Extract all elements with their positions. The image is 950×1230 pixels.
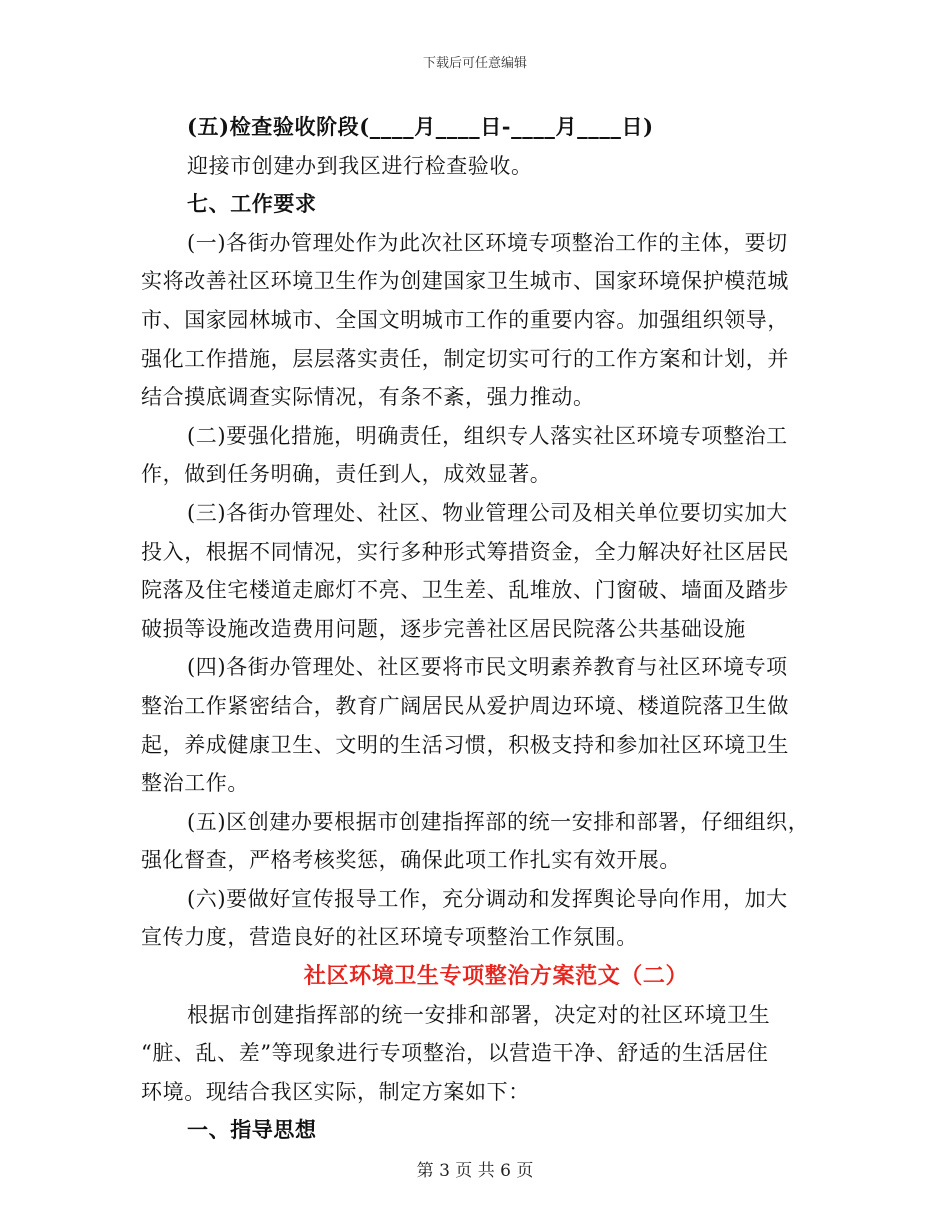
paragraph-line: (五)区创建办要根据市创建指挥部的统一安排和部署，仔细组织， <box>187 809 810 834</box>
paragraph-line: “脏、乱、差”等现象进行专项整治，以营造干净、舒适的生活居住 <box>141 1041 769 1066</box>
paragraph-line: 投入，根据不同情况，实行多种形式筹措资金，全力解决好社区居民 <box>141 539 789 564</box>
paragraph-line: 根据市创建指挥部的统一安排和部署，决定对的社区环境卫生 <box>187 1002 771 1027</box>
paragraph-line: 院落及住宅楼道走廊灯不亮、卫生差、乱堆放、门窗破、墙面及踏步 <box>141 578 789 603</box>
paragraph-line: 起，养成健康卫生、文明的生活习惯，积极支持和参加社区环境卫生 <box>141 732 789 757</box>
heading-line: 一、指导思想 <box>187 1117 317 1143</box>
paragraph-line: 宣传力度，营造良好的社区环境专项整治工作氛围。 <box>141 925 638 950</box>
paragraph-line: (一)各街办管理处作为此次社区环境专项整治工作的主体，要切 <box>187 230 788 255</box>
document-body <box>141 108 811 1150</box>
paragraph-line: 结合摸底调查实际情况，有条不紊，强力推动。 <box>141 385 595 410</box>
paragraph-line: 市、国家园林城市、全国文明城市工作的重要内容。加强组织领导， <box>141 307 789 332</box>
paragraph-line: 实将改善社区环境卫生作为创建国家卫生城市、国家环境保护模范城 <box>141 269 789 294</box>
paragraph-line: (三)各街办管理处、社区、物业管理公司及相关单位要切实加大 <box>187 500 788 525</box>
section-title: 社区环境卫生专项整治方案范文（二） <box>303 963 689 990</box>
heading-line: (五)检查验收阶段(____月____日-____月____日) <box>187 114 654 139</box>
heading-line: 七、工作要求 <box>187 191 317 217</box>
paragraph-line: 环境。现结合我区实际，制定方案如下： <box>141 1079 530 1104</box>
paragraph-line: 整治工作紧密结合，教育广阔居民从爱护周边环境、楼道院落卫生做 <box>141 693 789 718</box>
paragraph-line: (四)各街办管理处、社区要将市民文明素养教育与社区环境专项 <box>187 655 788 680</box>
paragraph-line: (二)要强化措施，明确责任，组织专人落实社区环境专项整治工 <box>187 423 788 448</box>
paragraph-line: 整治工作。 <box>141 771 249 796</box>
paragraph-line: 迎接市创建办到我区进行检查验收。 <box>187 153 533 178</box>
paragraph-line: 作，做到任务明确，责任到人，成效显著。 <box>141 462 552 487</box>
paragraph-line: 强化督查，严格考核奖惩，确保此项工作扎实有效开展。 <box>141 848 681 873</box>
paragraph-line: 破损等设施改造费用问题，逐步完善社区居民院落公共基础设施 <box>141 616 746 641</box>
page-header: 下载后可任意编辑 <box>422 56 527 71</box>
paragraph-line: (六)要做好宣传报导工作，充分调动和发挥舆论导向作用，加大 <box>187 886 788 911</box>
paragraph-line: 强化工作措施，层层落实责任，制定切实可行的工作方案和计划，并 <box>141 346 789 371</box>
page-footer: 第 3 页 共 6 页 <box>416 1161 534 1181</box>
